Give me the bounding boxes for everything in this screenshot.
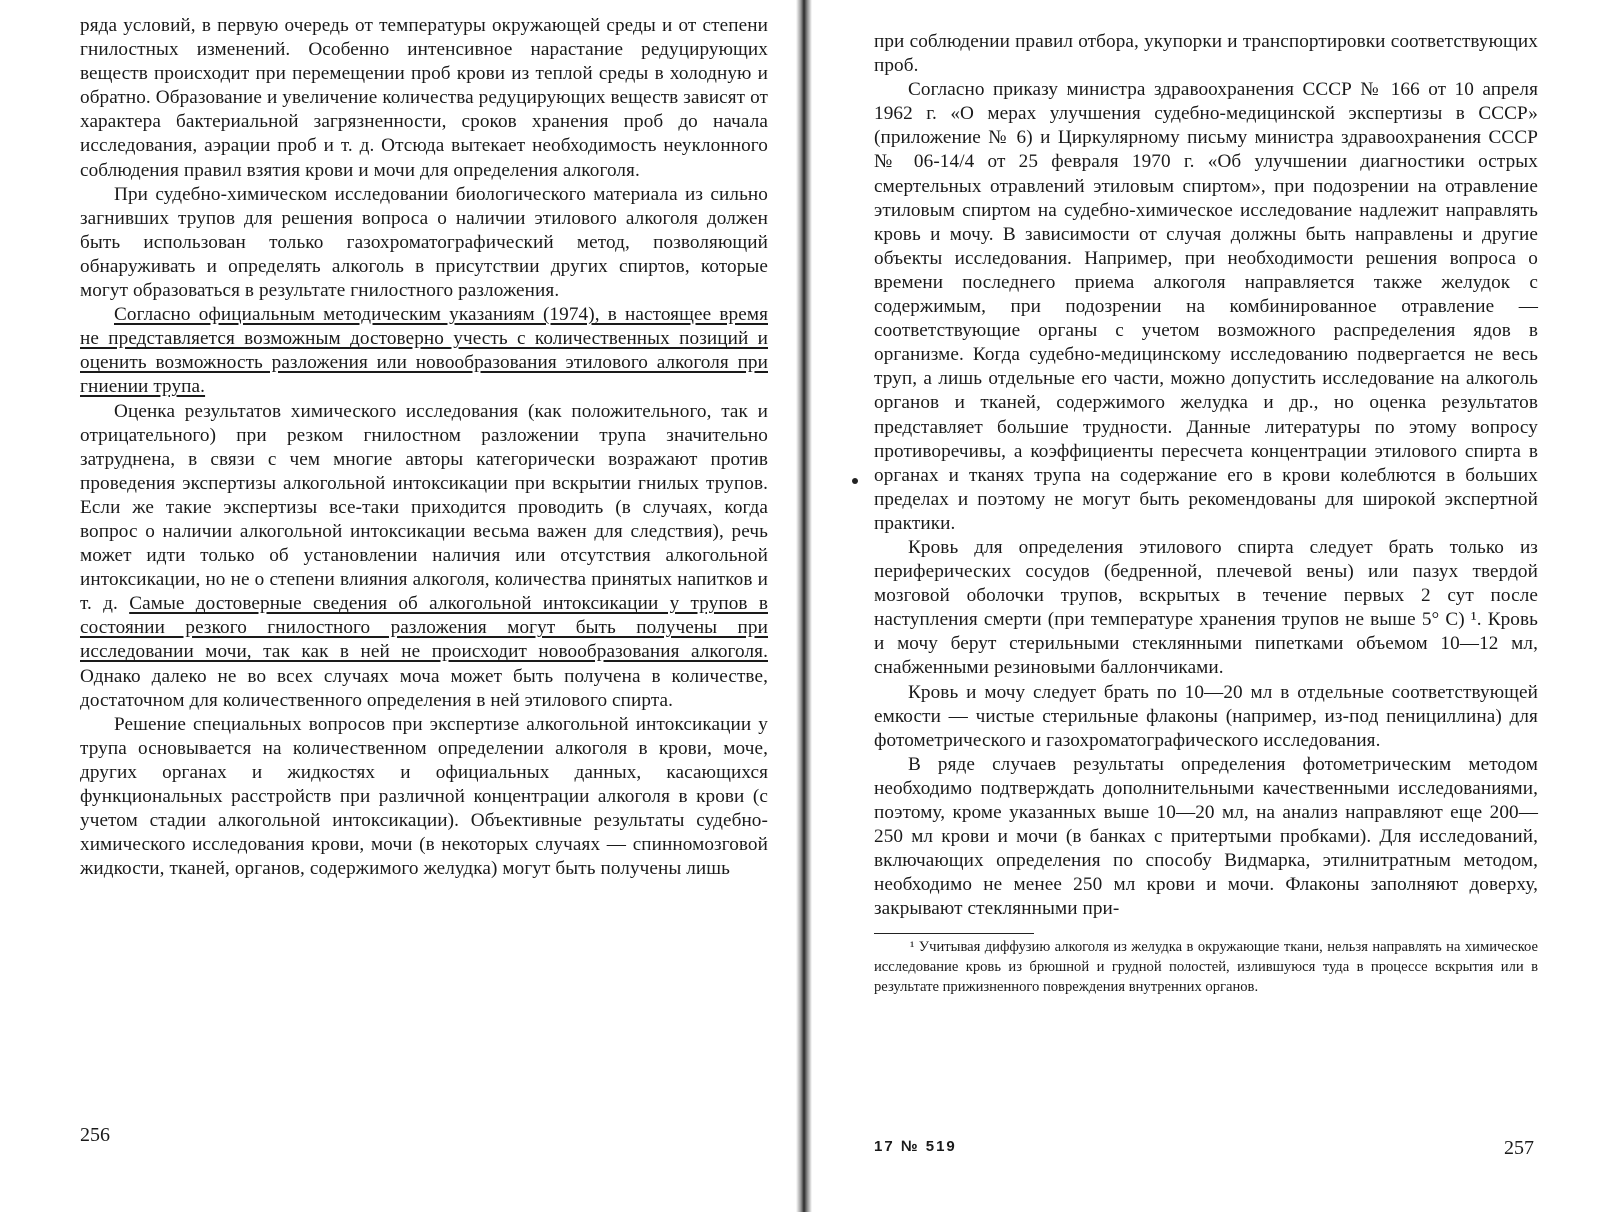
page-number-right: 257 bbox=[1504, 1137, 1534, 1159]
left-paragraph-4-underlined: Самые достоверные сведения об алкогольной интоксикации у трупов в состоянии резкого гнилостного разложения могут быть получены при исследовании мочи, так как в ней не происходит новообразования алкоголя. bbox=[80, 593, 768, 663]
margin-dot-mark bbox=[852, 478, 858, 484]
right-paragraph-3: Кровь для определения этилового спирта следует брать только из периферических сосудов (бедренной, плечевой вены) или пазух твердой мозговой оболочки трупов, вскрытых в течение первых 2 сут после наступления смерти (при температуре хранения трупов не выше 5° С) ¹. Кровь и мочу берут стерильными стеклянными пипетками объемом 10—12 мл, снабженными резиновыми баллончиками. bbox=[874, 536, 1538, 679]
left-paragraph-5: Решение специальных вопросов при экспертизе алкогольной интоксикации у трупа основывается на количественном определении алкоголя в крови, моче, других органах и жидкостях и официальных данных, касающихся функциональных расстройств при различной концентрации алкоголя в крови (с учетом стадии алкогольной интоксикации). Объективные результаты судебно-химического исследования крови, мочи (в некоторых случаях — спинномозговой жидкости, тканей, органов, содержимого желудка) могут быть получены лишь bbox=[80, 713, 768, 880]
left-paragraph-3-underlined: Согласно официальным методическим указаниям (1974), в настоящее время не представляется возможным достоверно учесть с количественных позиций и оценить возможность разложения или новообразования этилового алкоголя при гниении трупа. bbox=[80, 304, 768, 398]
right-paragraph-1: при соблюдении правил отбора, укупорки и транспортировки соответствующих проб. bbox=[874, 31, 1538, 77]
left-paragraph-1: ряда условий, в первую очередь от температуры окружающей среды и от степени гнилостных изменений. Особенно интенсивное нарастание редуцирующих веществ происходит при перемещении проб крови из теплой среды в холодную и обратно. Образование и увеличение количества редуцирующих веществ зависят от характера бактериальной загрязненности, сроков хранения проб до начала исследования, аэрации проб и т. д. Отсюда вытекает необходимость неуклонного соблюдения правил взятия крови и мочи для определения алкоголя. bbox=[80, 15, 768, 181]
left-paragraph-4-part-a: Оценка результатов химического исследования (как положительного, так и отрицательного) при резком гнилостном разложении трупа значительно затруднена, в связи с чем многие авторы категорически возражают против проведения экспертизы алкогольной интоксикации при вскрытии гнилых трупов. Если же такие экспертизы все-таки приходится проводить (в случаях, когда вопрос о наличии алкогольной интоксикации весьма важен для следствия), речь может идти только об установлении наличия или отсутствия алкогольной интоксикации, но не о степени влияния алкоголя, количества принятых напитков и т. д. bbox=[80, 400, 768, 615]
left-page bbox=[0, 0, 790, 1212]
printer-signature: 17 № 519 bbox=[874, 1138, 957, 1155]
right-page bbox=[810, 0, 1600, 1212]
left-paragraph-4-part-c: Однако далеко не во всех случаях моча может быть получена в количестве, достаточном для количественного определения в ней этилового спирта. bbox=[80, 665, 768, 711]
footnote-divider bbox=[874, 933, 1034, 934]
left-paragraph-4 bbox=[80, 400, 768, 713]
footnote: ¹ Учитывая диффузию алкоголя из желудка в окружающие ткани, нельзя направлять на химическое исследование кровь из брюшной и грудной полостей, излившуюся туда в процессе вскрытия или в результате прижизненного повреждения внутренних органов. bbox=[874, 939, 1538, 995]
right-paragraph-2: Согласно приказу министра здравоохранения СССР № 166 от 10 апреля 1962 г. «О мерах улучшения судебно-медицинской экспертизы в СССР» (приложение № 6) и Циркулярному письму министра здравоохранения СССР № 06-14/4 от 25 февраля 1970 г. «Об улучшении диагностики острых смертельных отравлений этиловым спиртом», при подозрении на отравление этиловым спиртом на судебно-химическое исследование надлежит направлять кровь и мочу. В зависимости от случая должны быть направлены и другие объекты исследования. Например, при необходимости решения вопроса о времени последнего приема алкоголя направляется также желудок с содержимым, при подозрении на комбинированное отравление — соответствующие органы с учетом возможного распределения ядов в организме. Когда судебно-медицинскому исследованию подвергается не весь труп, а лишь отдельные его части, можно допустить исследование на алкоголь органов и тканей, содержимого желудка и др., но оценка результатов представляет большие трудности. Данные литературы по этому вопросу противоречивы, а коэффициенты пересчета концентрации этилового спирта в органах и тканях трупа на содержание его в крови колеблются в больших пределах и поэтому не могут быть рекомендованы для широкой экспертной практики. bbox=[874, 79, 1538, 534]
left-paragraph-2: При судебно-химическом исследовании биологического материала из сильно загнивших трупов для решения вопроса о наличии этилового алкоголя должен быть использован только газохроматографический метод, позволяющий обнаруживать и определять алкоголь в присутствии других спиртов, которые могут образоваться в результате гнилостного разложения. bbox=[80, 183, 768, 302]
page-number-left: 256 bbox=[80, 1124, 110, 1146]
right-paragraph-5: В ряде случаев результаты определения фотометрическим методом необходимо подтверждать дополнительными качественными исследованиями, поэтому, кроме указанных выше 10—20 мл, на анализ направляют еще 200—250 мл крови и мочи (в банках с притертыми пробками). Для исследований, включающих определения по способу Видмарка, этилнитратным методом, необходимо не менее 250 мл крови и мочи. Флаконы заполняют доверху, закрывают стеклянными при- bbox=[874, 753, 1538, 920]
right-paragraph-4: Кровь и мочу следует брать по 10—20 мл в отдельные соответствующей емкости — чистые стерильные флаконы (например, из-под пенициллина) для фотометрического и газохроматографического исследования. bbox=[874, 681, 1538, 751]
